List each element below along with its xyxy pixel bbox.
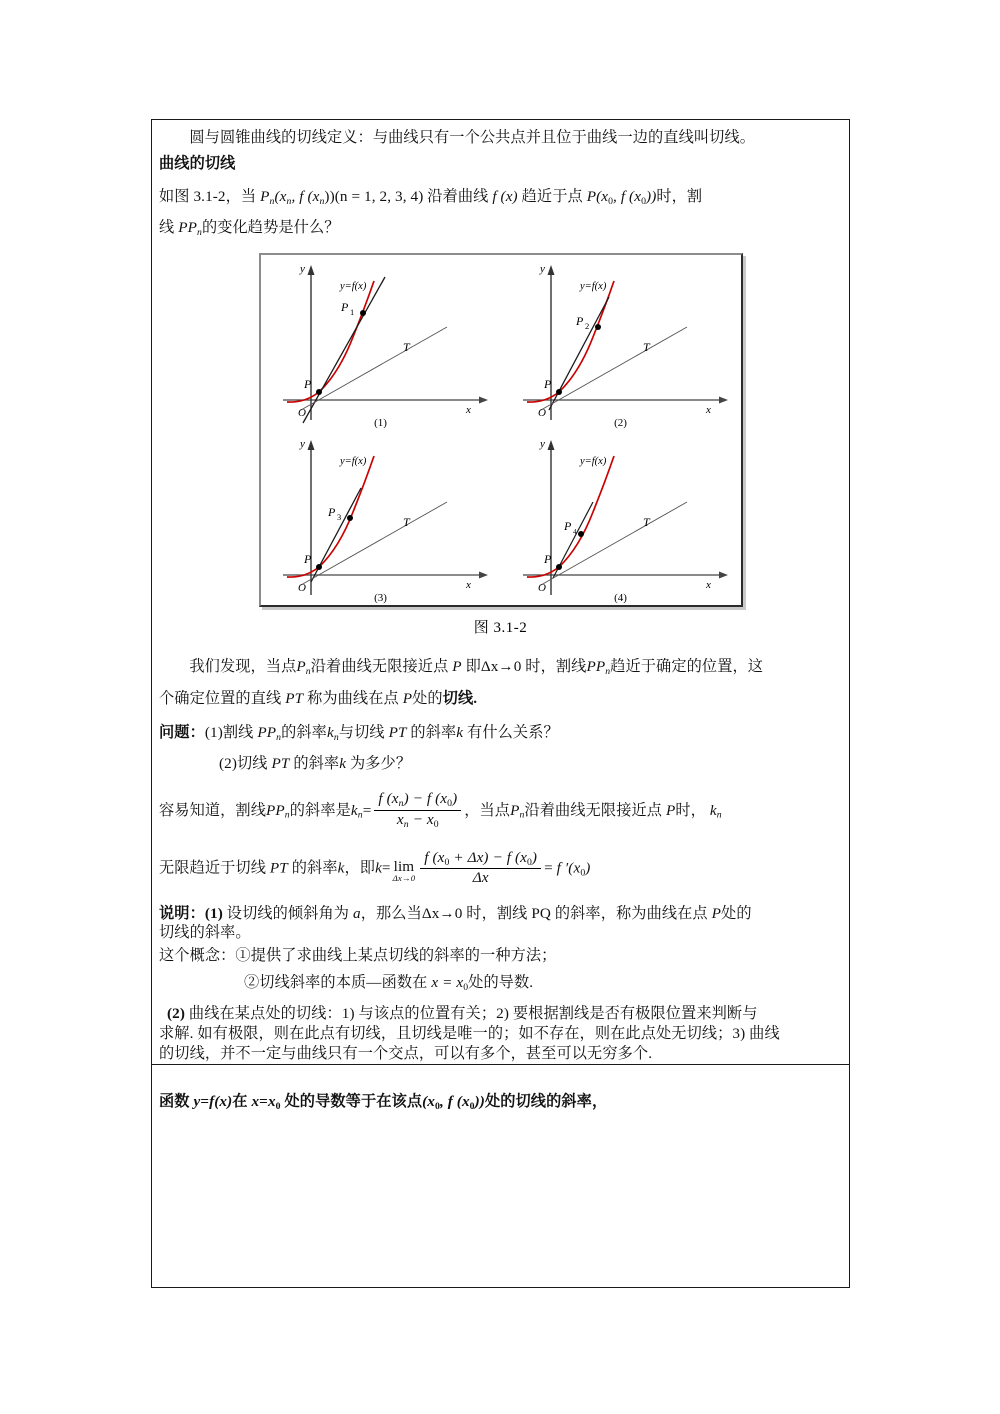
footer-x0: x	[267, 1092, 276, 1110]
secant-slope-paragraph	[159, 791, 842, 832]
q2-text-pre: 线	[159, 219, 175, 237]
q1-Pn: P	[260, 188, 270, 206]
panel1-point-label: P	[340, 300, 348, 315]
q-item2-pre: (2)切线	[219, 754, 268, 772]
discovery-PPn-sub: n	[605, 666, 611, 678]
q-item1-k: k	[456, 723, 464, 741]
panel2-point-sub: 2	[584, 321, 589, 332]
limit-result-sub: 0	[580, 866, 586, 878]
secant-kn: k	[350, 801, 358, 819]
item2-text-1: 曲线在某点处的切线：1) 与该点的位置有关；2) 要根据割线是否有极限位置来判断与	[188, 1005, 758, 1023]
secant-num-b-sub: 0	[447, 798, 453, 809]
q2-text-post: 的变化趋势是什么？	[201, 219, 340, 237]
panel4-curve-label: y=f(x)	[579, 456, 606, 468]
note1-pre: 设切线的倾斜角为	[226, 904, 350, 922]
panel4-x-axis-label: x	[705, 579, 711, 592]
q1-text-end: 时，割	[656, 188, 703, 206]
figure-panel-4	[501, 430, 741, 605]
panel1-y-axis-label: y	[299, 263, 305, 276]
footer-pre: 函数	[159, 1092, 190, 1110]
note-paragraph-3: 这个概念：①提供了求曲线上某点切线的斜率的一种方法；	[159, 947, 557, 964]
secant-mid: 的斜率是	[289, 801, 351, 819]
discovery-Pn-sub: n	[305, 666, 311, 678]
secant-kn-tail: k	[709, 801, 717, 819]
panel3-y-axis-label: y	[299, 438, 305, 451]
panel4-tangent-label: T	[642, 515, 650, 530]
panel2-y-axis-label: y	[539, 263, 545, 276]
secant-den-b-sub: 0	[433, 818, 439, 830]
footer-point-a-sub: 0	[434, 1100, 440, 1112]
panel2-x-axis-label: x	[705, 404, 711, 417]
panel-3-caption: (3)	[374, 592, 387, 605]
q1-figure-number: 3.1-2	[193, 188, 226, 206]
figure-panel-1	[261, 255, 501, 430]
q-item2-end: 为多少？	[349, 754, 412, 772]
note4-post: 处的导数.	[468, 973, 534, 991]
panel3-point-sub: 3	[336, 512, 341, 523]
q-item1-mid3: 的斜率	[410, 723, 457, 741]
footer-point-c: ))	[474, 1092, 485, 1110]
secant-post: ，当点	[464, 801, 511, 819]
item2-line-2: 求解. 如有极限，则在此点有切线，且切线是唯一的；如不存在，则在此点处无切线；3) 曲线	[159, 1025, 780, 1043]
note-paragraph-4	[159, 973, 842, 995]
limit-fraction	[420, 849, 541, 887]
discovery-text-7: 处的	[412, 689, 443, 707]
secant-denominator	[374, 810, 461, 831]
q1-fxn: , f (x	[291, 188, 320, 206]
secant-den-a: x	[396, 810, 404, 828]
panel-2-caption: (2)	[614, 417, 627, 430]
note4-pre: ②切线斜率的本质—函数在	[244, 973, 428, 991]
document-main-cell	[152, 120, 849, 1064]
panel3-curve-label: y=f(x)	[339, 456, 366, 468]
limit-mid2: ，即	[344, 859, 376, 877]
limit-operator	[393, 859, 416, 883]
secant-den-b: − x	[408, 810, 434, 828]
q2-PPn-sub: n	[196, 227, 202, 239]
panel-4-caption: (4)	[614, 592, 627, 605]
discovery-paragraph-line-2	[159, 683, 842, 714]
q1-P0b: , f (x	[613, 188, 642, 206]
secant-num-a-sub: n	[398, 798, 404, 809]
secant-P: P	[510, 801, 520, 819]
limit-op-sub: Δx→0	[392, 872, 416, 883]
panel1-origin-label: O	[297, 407, 306, 420]
limit-equals: =	[381, 859, 391, 877]
panel1-curve-label: y=f(x)	[339, 281, 366, 293]
q-item1-mid2: 与切线	[338, 723, 385, 741]
panel4-base-point-label: P	[543, 552, 551, 567]
figure-panel-2	[501, 255, 741, 430]
secant-numerator	[374, 790, 461, 810]
limit-denominator: Δx	[420, 868, 541, 886]
secant-den-a-sub: n	[403, 818, 409, 830]
limit-PT: PT	[269, 859, 288, 877]
discovery-text-4: 趋近于确定的位置，这	[610, 658, 764, 676]
q-item2-PT: PT	[271, 754, 290, 772]
discovery-text-3: 即Δx→0 时，割线	[465, 658, 587, 676]
note4-sub: 0	[463, 981, 469, 993]
q1-P0: P(x	[586, 188, 609, 206]
q1-fx: f (x)	[492, 188, 518, 206]
panel4-point-sub: 4	[572, 528, 576, 537]
secant-P-sub: n	[519, 809, 525, 821]
secant-kn-sub: n	[357, 809, 363, 821]
discovery-text-5: 个确定位置的直线	[159, 689, 282, 707]
discovery-text-2: 沿着曲线无限接近点	[310, 658, 449, 676]
panel3-x-axis-label: x	[465, 579, 471, 592]
secant-num-c: )	[452, 790, 458, 808]
discovery-Pn: P	[296, 658, 306, 676]
q2-PPn: PP	[178, 219, 197, 237]
footer-y: y	[193, 1092, 201, 1110]
secant-PPn: PP	[266, 801, 285, 819]
footer-x: x	[251, 1092, 260, 1110]
secant-num-a: f (x	[378, 790, 399, 808]
footer-point-b-sub: 0	[469, 1100, 475, 1112]
note1-P: P	[711, 904, 722, 922]
q1-Pn-sub: n	[269, 196, 275, 208]
q1-text-post2: 趋近于点	[521, 188, 583, 206]
footer-equals2: =	[259, 1092, 268, 1110]
panel2-tangent-label: T	[642, 340, 650, 355]
panel4-point-label: P	[563, 519, 571, 534]
q-item1-mid: 的斜率	[281, 723, 327, 741]
section-heading: 曲线的切线	[159, 154, 236, 172]
figure-question-line-1	[159, 181, 842, 212]
q1-P0c: ))	[646, 188, 657, 206]
footer-mid2: 处的导数等于在该点	[284, 1092, 423, 1110]
limit-mid: 的斜率	[291, 859, 338, 877]
panel2-curve-label: y=f(x)	[579, 281, 606, 293]
limit-result: f ′(x	[556, 859, 581, 877]
figure-question-line-2	[159, 212, 842, 243]
q-item2-k: k	[339, 754, 347, 772]
panel-1-caption: (1)	[374, 417, 387, 430]
limit-k: k	[337, 859, 345, 877]
discovery-text-1: 我们发现，当点	[189, 658, 297, 676]
panel3-point-label: P	[327, 505, 335, 520]
limit-numerator	[420, 849, 541, 869]
secant-post3: 时，	[675, 801, 706, 819]
discovery-text-6: 称为曲线在点	[307, 689, 399, 707]
figure-3-1-2	[259, 253, 743, 607]
limit-pre: 无限趋近于切线	[159, 859, 267, 877]
panel1-tangent-label: T	[402, 340, 410, 355]
q1-P0-sub2: 0	[641, 196, 647, 208]
panel3-origin-label: O	[297, 582, 306, 595]
panel4-origin-label: O	[537, 582, 546, 595]
secant-fraction	[374, 790, 461, 831]
secant-equals: =	[362, 801, 372, 819]
panel3-base-point-label: P	[303, 552, 311, 567]
secant-post2: 沿着曲线无限接近点	[524, 801, 663, 819]
q1-n-range: ))(n = 1, 2, 3, 4)	[324, 188, 424, 206]
q-item1-PPn-sub: n	[276, 731, 282, 743]
q-item1-PPn: PP	[257, 723, 277, 741]
panel2-point-label: P	[575, 314, 583, 329]
limit-num-b-sub: 0	[526, 856, 532, 868]
discovery-P3: P	[402, 689, 413, 707]
footer-equals: =	[200, 1092, 210, 1110]
question-block-line-2	[159, 748, 842, 779]
document-table	[151, 119, 850, 1288]
limit-k2: k	[375, 859, 382, 877]
secant-pre: 容易知道，割线	[159, 801, 267, 819]
note-paragraph-2: 切线的斜率。	[159, 924, 251, 942]
question-label: 问题：	[159, 723, 205, 741]
note1-post: ，那么当Δx→0 时，割线 PQ 的斜率，称为曲线在点	[360, 904, 708, 922]
q-item1-pre: (1)割线	[204, 723, 254, 741]
note1-alpha: a	[353, 904, 361, 922]
panel2-origin-label: O	[537, 407, 546, 420]
limit-num-a: f (x	[424, 848, 445, 866]
q1-text-pre: 如图	[159, 188, 190, 206]
item2-line-1	[159, 1004, 842, 1024]
derivative-limit-paragraph	[159, 850, 842, 888]
note-label: 说明：(1)	[159, 904, 223, 922]
limit-equals2: =	[544, 859, 553, 877]
secant-kn-tail-sub: n	[716, 809, 722, 821]
limit-result2: )	[585, 859, 591, 877]
footer-statement	[159, 1091, 842, 1114]
q1-text-mid: ，当	[225, 188, 257, 206]
q1-P0-sub: 0	[608, 196, 614, 208]
question-block-line-1	[159, 717, 842, 748]
limit-num-c: )	[531, 848, 538, 866]
q1-fxn-sub: n	[319, 196, 325, 208]
item2-line-3: 的切线，并不一定与曲线只有一个交点，可以有多个，甚至可以无穷多个.	[159, 1044, 653, 1062]
q-item1-kn-sub: n	[333, 731, 339, 743]
panel4-y-axis-label: y	[539, 438, 545, 451]
q-item2-mid: 的斜率	[293, 754, 340, 772]
discovery-tangent-bold: 切线.	[442, 689, 478, 707]
q-item1-PT: PT	[388, 723, 407, 741]
discovery-PPn: PP	[586, 658, 606, 676]
limit-num-b: + Δx) − f (x	[449, 848, 527, 866]
limit-num-a-sub: 0	[444, 856, 450, 868]
discovery-PT: PT	[285, 689, 304, 707]
intro-paragraph: 圆与圆锥曲线的切线定义：与曲线只有一个公共点并且位于曲线一边的直线叫切线。	[189, 129, 756, 146]
footer-x0-sub: 0	[275, 1100, 281, 1112]
panel1-x-axis-label: x	[465, 404, 471, 417]
note4-math: x = x	[431, 973, 464, 991]
panel1-base-point-label: P	[303, 377, 311, 392]
q1-xn-open: (x	[274, 188, 287, 206]
document-footer-cell	[152, 1064, 849, 1153]
panel1-point-sub: 1	[349, 307, 354, 318]
q1-text-post: 沿着曲线	[427, 188, 489, 206]
note-paragraph-1	[159, 904, 842, 924]
secant-PPn-sub: n	[284, 809, 290, 821]
panel3-tangent-label: T	[402, 515, 410, 530]
footer-point-a: (x	[422, 1092, 435, 1110]
panel2-base-point-label: P	[543, 377, 551, 392]
footer-fx: f(x)	[209, 1092, 233, 1110]
q-item1-kn: k	[326, 723, 334, 741]
figure-caption: 图 3.1-2	[473, 620, 528, 637]
secant-num-b: ) − f (x	[403, 790, 448, 808]
limit-op-text: lim	[393, 857, 415, 875]
item2-label: (2)	[167, 1005, 186, 1023]
footer-mid1: 在	[232, 1092, 248, 1110]
q-item1-end: 有什么关系？	[467, 723, 559, 741]
footer-end: 处的切线的斜率，	[484, 1092, 608, 1110]
q1-xn-sub: n	[286, 196, 292, 208]
figure-panel-3	[261, 430, 501, 605]
note1-end: 处的	[721, 904, 752, 922]
secant-P2: P	[665, 801, 676, 819]
discovery-P: P	[452, 658, 462, 676]
discovery-paragraph-line-1	[159, 651, 842, 682]
footer-point-b: , f (x	[439, 1092, 470, 1110]
